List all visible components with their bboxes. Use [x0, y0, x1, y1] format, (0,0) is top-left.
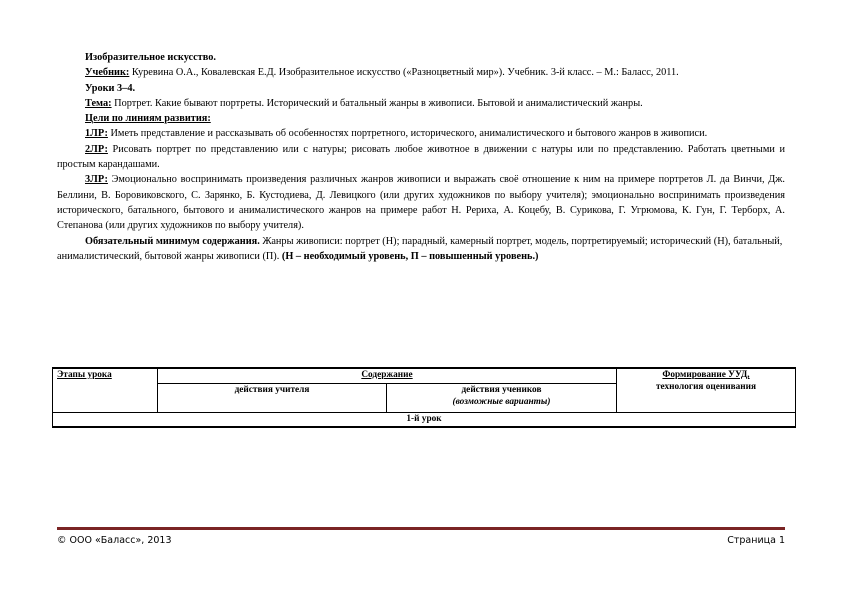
table-header-row	[53, 368, 796, 384]
minimum-content	[57, 234, 785, 265]
goal-1-label: 1ЛР:	[85, 128, 108, 140]
topic-text: Портрет. Какие бывают портреты. Исторический и батальный жанры в живописи. Бытовой и анималистический жанры.	[111, 97, 643, 109]
subheader-students-note: (возможные варианты)	[452, 397, 551, 407]
goal-1	[57, 126, 785, 141]
goal-3-label: 3ЛР:	[85, 174, 108, 186]
header-stages-label: Этапы урока	[57, 370, 112, 380]
goal-2	[57, 142, 785, 173]
minimum-label: Обязательный минимум содержания.	[85, 235, 260, 247]
lessons-title: Уроки 3–4.	[85, 82, 136, 94]
subheader-students	[387, 384, 617, 413]
header-content	[158, 368, 617, 384]
goal-1-text: Иметь представление и рассказывать об особенностях портретного, исторического, анималистического и бытового жанров в живописи.	[107, 128, 708, 140]
header-content-label: Содержание	[361, 370, 413, 380]
lesson-1-label: 1-й урок	[406, 414, 442, 424]
subheader-students-label: действия учеников	[461, 385, 542, 395]
topic-label: Тема:	[85, 97, 112, 109]
topic-line	[57, 96, 785, 111]
footer-page-number: Страница 1	[727, 535, 785, 546]
goal-3	[57, 172, 785, 233]
textbook-text: Куревина О.А., Ковалевская Е.Д. Изобразительное искусство («Разноцветный мир»). Учебник. 3-й класс. – М.: Баласс, 2011.	[129, 67, 679, 79]
document-body	[57, 50, 785, 264]
header-uud-line1: Формирование УУД,	[662, 370, 750, 380]
lesson-1-row	[53, 413, 796, 428]
goal-3-text: Эмоционально воспринимать произведения различных жанров живописи и выражать своё отношение к ним на примере портретов Л. да Винчи, Дж. Беллини, В. Боровиковского, С. Зарянко, Б. Кустодиева, Д. Левицкого (или других художников по выбору учителя); эмоционально воспринимать произведения исторического, батального, бытового и анималистического жанров на примере работ Н. Рериха, А. Коцебу, В. Сурикова, Г. Угрюмова, К. Гун, Г. Терборх, А. Степанова (или других художников по выбору учителя).	[57, 174, 785, 232]
subheader-teacher	[158, 384, 387, 413]
footer-divider	[57, 527, 785, 530]
textbook-label: Учебник:	[85, 67, 130, 79]
subject-title: Изобразительное искусство.	[85, 52, 216, 63]
lesson-table	[52, 367, 796, 428]
goal-2-text: Рисовать портрет по представлению или с натуры; рисовать любое животное в движении с натуры или по представлению. Работать цветными и простым карандашами.	[57, 143, 785, 171]
minimum-text: Жанры живописи: портрет (Н); парадный, камерный портрет, модель, портретируемый; исторический (Н), батальный, анималистический, бытовой жанры живописи (П).	[57, 235, 783, 262]
header-uud-line2: технология оценивания	[655, 382, 757, 392]
minimum-note: (Н – необходимый уровень, П – повышенный уровень.)	[279, 250, 539, 262]
goal-2-label: 2ЛР:	[85, 143, 108, 155]
footer-copyright: © ООО «Баласс», 2013	[57, 535, 172, 546]
table-lesson-row	[53, 413, 796, 428]
subheader-teacher-label: действия учителя	[234, 385, 310, 395]
header-uud	[617, 368, 796, 413]
textbook-line	[57, 65, 785, 80]
goals-title: Цели по линиям развития:	[85, 113, 211, 125]
header-stages	[53, 368, 158, 413]
